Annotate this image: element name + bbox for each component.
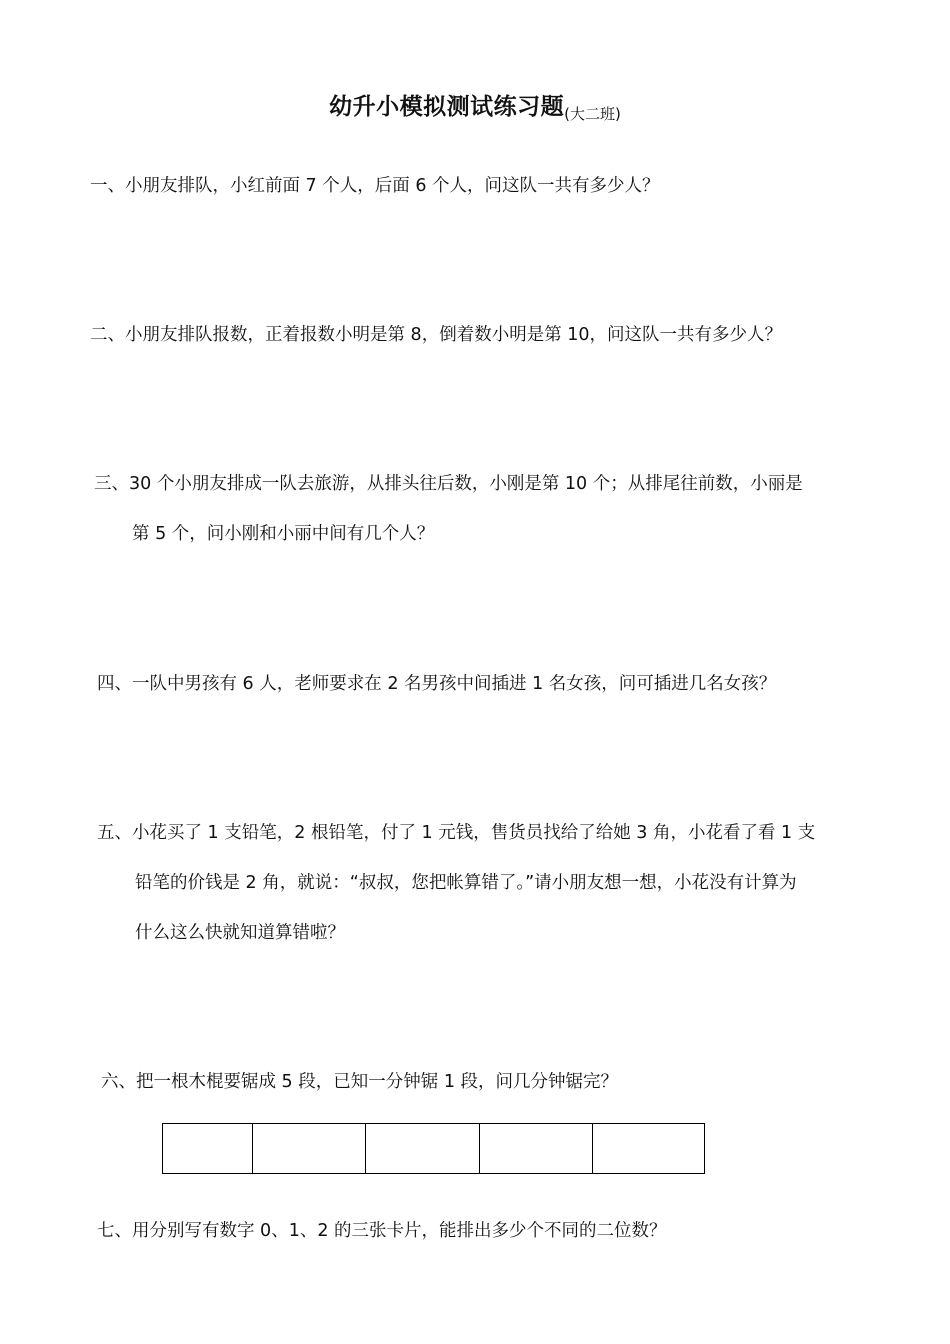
segment-cell (593, 1124, 704, 1173)
segment-cell (253, 1124, 366, 1173)
question-1-line-1: 一、小朋友排队，小红前面 7 个人，后面 6 个人，问这队一共有多少人？ (90, 176, 660, 196)
question-4 (97, 659, 776, 709)
title-class-label: (大二班) (564, 105, 621, 123)
question-3-line-1: 三、30 个小朋友排成一队去旅游，从排头往后数，小刚是第 10 个；从排尾往前数，小丽是 (94, 474, 803, 494)
question-7 (97, 1206, 667, 1256)
segment-cell (366, 1124, 480, 1173)
question-6-line-1: 六、把一根木棍要锯成 5 段，已知一分钟锯 1 段，问几分钟锯完？ (101, 1072, 619, 1092)
question-5-line-3: 什么这么快就知道算错啦？ (135, 923, 345, 943)
question-5 (97, 808, 815, 958)
question-3-line-2: 第 5 个，问小刚和小丽中间有几个人？ (132, 524, 435, 544)
question-2 (90, 310, 782, 360)
segment-cell (480, 1124, 593, 1173)
question-4-line-1: 四、一队中男孩有 6 人，老师要求在 2 名男孩中间插进 1 名女孩，问可插进几名女孩？ (97, 674, 777, 694)
question-5-line-2: 铅笔的价钱是 2 角，就说：“叔叔，您把帐算错了。”请小朋友想一想，小花没有计算为 (135, 873, 797, 893)
question-3 (94, 459, 803, 559)
segment-cell (163, 1124, 253, 1173)
page-title (0, 88, 950, 124)
question-7-line-1: 七、用分别写有数字 0、1、2 的三张卡片，能排出多少个不同的二位数？ (97, 1221, 667, 1241)
question-1 (90, 161, 660, 211)
question-2-line-1: 二、小朋友排队报数，正着报数小明是第 8，倒着数小明是第 10，问这队一共有多少人？ (90, 325, 783, 345)
stick-segments-grid (162, 1123, 705, 1174)
title-main: 幼升小模拟测试练习题 (329, 94, 565, 120)
question-5-line-1: 五、小花买了 1 支铅笔，2 根铅笔，付了 1 元钱，售货员找给了给她 3 角，小花看了看 1 支 (97, 823, 816, 843)
question-6 (101, 1057, 618, 1107)
